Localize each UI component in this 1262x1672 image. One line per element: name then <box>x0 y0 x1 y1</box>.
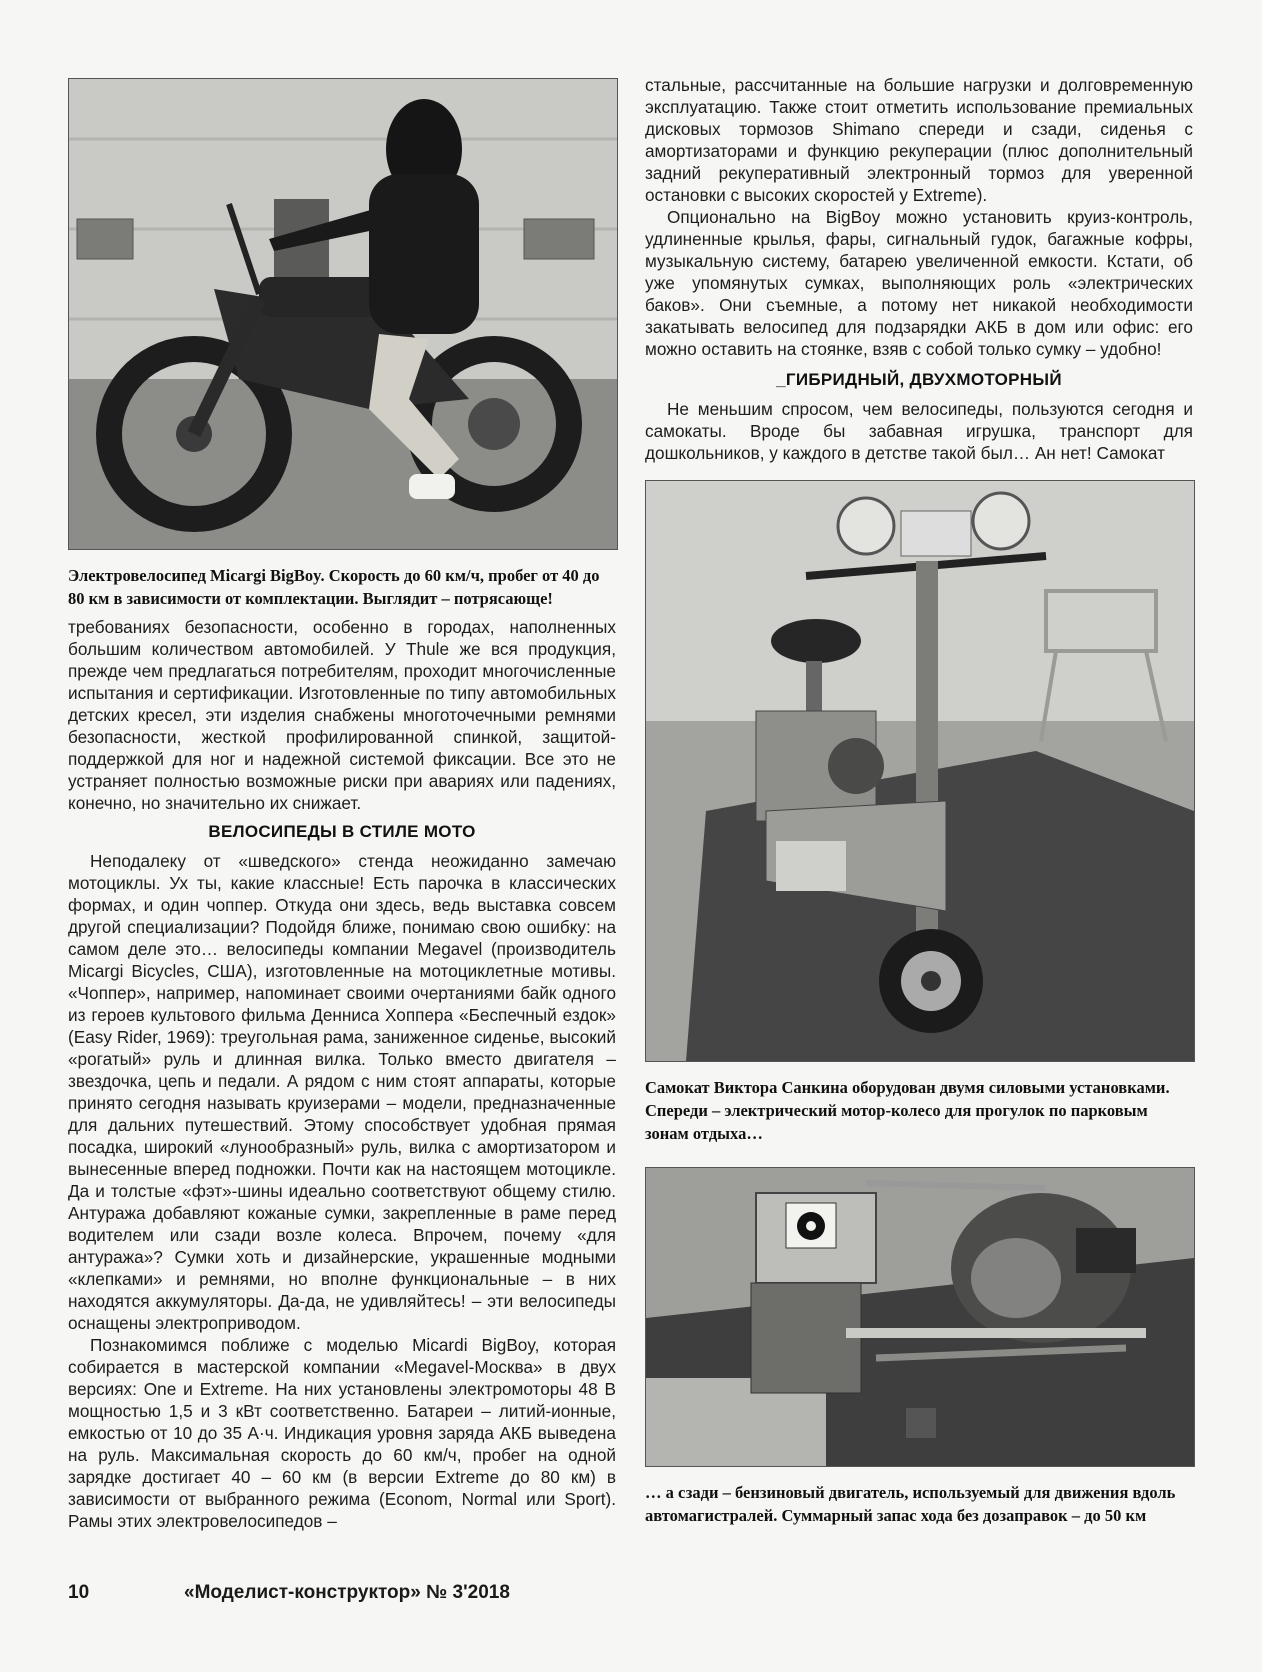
photo-scooter-front <box>645 480 1195 1062</box>
right-paragraph-3: Не меньшим спросом, чем велосипеды, пользуются сегодня и самокаты. Вроде бы забавная игрушка, транспорт для дошкольников, у каждого в детстве такой был… Ан нет! Самокат <box>645 399 1193 463</box>
left-paragraph-2: Неподалеку от «шведского» стенда неожиданно замечаю мотоциклы. Ух ты, какие классные! Есть парочка в классических формах, и один чоппер. Откуда они здесь, ведь выставка совсем другой специализации? Подойдя ближе, понимаю свою ошибку: на самом деле это… велосипеды компании Megavel (производитель Micargi Bicycles, США), изготовленные на мотоциклетные мотивы. «Чоппер», например, напоминает своими очертаниями байк одного из героев культового фильма Денниса Хоппера «Беспечный ездок» (Easy Rider, 1969): треугольная рама, заниженное сиденье, высокий «рогатый» руль и длинная вилка. Только вместо двигателя – звездочка, цепь и педали. А рядом с ним стоят аппараты, которые принято сегодня называть круизерами – модели, предназначенные для дальних путешествий. Этому способствует удобная прямая посадка, широкий «лунообразный» руль, вилка с амортизатором и вынесенные вперед подножки. Почти как на настоящем мотоцикле. Да и толстые «фэт»-шины идеально соответствуют общему стилю. Антуража добавляют кожаные сумки, закрепленные в раме перед водителем или сзади возле колеса. Впрочем, почему «для антуража»? Сумки хоть и дизайнерские, украшенные модными «клепками» и ремнями, но вполне функциональные – в них находятся аккумуляторы. Да-да, не удивляйтесь! – эти велосипеды оснащены электроприводом. <box>68 851 616 1333</box>
page-number: 10 <box>68 1582 90 1603</box>
caption-scooter-rear: … а сзади – бензиновый двигатель, используемый для движения вдоль автомагистралей. Суммарный запас хода без дозаправок – до 50 км <box>645 1483 1176 1525</box>
left-paragraph-1: требованиях безопасности, особенно в городах, наполненных большим количеством автомобилей. У Thule же вся продукция, прежде чем предлагаться потребителям, проходит многочисленные испытания и сертификации. Изготовленные по типу автомобильных детских кресел, эти изделия снабжены многоточечными ремнями безопасности, жесткой профилированной спинкой, защитой-поддержкой для ног и надежной системой фиксации. Все это не устраняет полностью возможные риски при авариях или падениях, конечно, но значительно их снижает. <box>68 617 616 813</box>
caption-electric-bike: Электровелосипед Micargi BigBoy. Скорость до 60 км/ч, пробег от 40 до 80 км в зависимости от комплектации. Выглядит – потрясающе! <box>68 566 600 608</box>
right-column <box>645 74 1193 1527</box>
heading-moto-bikes: ВЕЛОСИПЕДЫ В СТИЛЕ МОТО <box>208 822 476 841</box>
right-paragraph-2: Опционально на BigBoy можно установить круиз-контроль, удлиненные крылья, фары, сигнальный гудок, багажные кофры, музыкальную систему, батарею увеличенной емкости. Кстати, об уже упомянутых сумках, выполняющих роль «электрических баков». Они съемные, а потому нет никакой необходимости закатывать велосипед для подзарядки АКБ в дом или офис: его можно оставить на стоянке, взяв с собой только сумку – удобно! <box>645 207 1193 359</box>
magazine-title: «Моделист-конструктор» № 3'2018 <box>184 1582 510 1603</box>
photo-electric-bike <box>68 78 618 550</box>
heading-hybrid: _ГИБРИДНЫЙ, ДВУХМОТОРНЫЙ <box>776 370 1062 389</box>
right-paragraph-1: стальные, рассчитанные на большие нагрузки и долговременную эксплуатацию. Также стоит отметить использование премиальных дисковых тормозов Shimano спереди и сзади, сиденья с амортизаторами и функцию рекуперации (плюс дополнительный задний рекуперативный электронный тормоз для уверенной остановки с высоких скоростей у Extreme). <box>645 75 1193 205</box>
photo-scooter-rear <box>645 1167 1195 1467</box>
caption-scooter-front: Самокат Виктора Санкина оборудован двумя силовыми установками. Спереди – электрический мотор-колесо для прогулок по парковым зонам отдыха… <box>645 1078 1170 1143</box>
left-paragraph-3: Познакомимся поближе с моделью Micardi BigBoy, которая собирается в мастерской компании «Megavel-Москва» в двух версиях: One и Extreme. На них установлены электромоторы 48 В мощностью 1,5 и 3 кВт соответственно. Батареи – литий-ионные, емкостью от 10 до 35 А·ч. Индикация уровня заряда АКБ выведена на руль. Максимальная скорость до 60 км/ч, пробег на одной зарядке достигает 40 – 60 км (в версии Extreme до 80 км) в зависимости от выбранного режима (Econom, Normal или Sport). Рамы этих электровелосипедов – <box>68 1335 616 1531</box>
left-column <box>68 78 616 1532</box>
